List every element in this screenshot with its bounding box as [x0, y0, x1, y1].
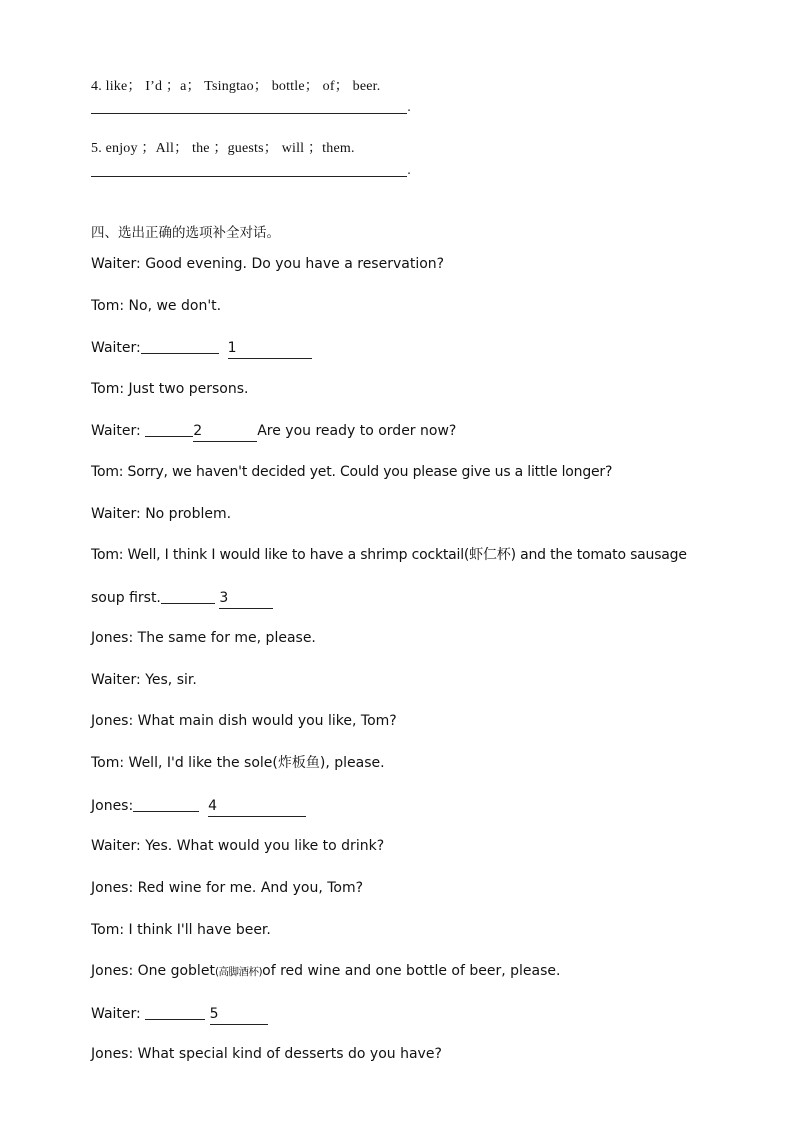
dialogue-line-blank-1: [91, 337, 312, 359]
dialogue-line: Jones: What special kind of desserts do you have?: [91, 1046, 442, 1062]
dialogue-text: Jones: One goblet: [91, 963, 215, 979]
blank-underline: [141, 337, 219, 354]
dialogue-line: Tom: Just two persons.: [91, 381, 249, 397]
dialogue-line: Waiter: No problem.: [91, 506, 232, 522]
answer-line-period: .: [407, 100, 411, 114]
dialogue-line: Jones: The same for me, please.: [91, 630, 316, 646]
blank-number: 2: [193, 421, 257, 442]
dialogue-line: Waiter: Yes. What would you like to drink?: [91, 838, 385, 854]
dialogue-line: Waiter: Yes, sir.: [91, 672, 197, 688]
dialogue-line-blank-4: [91, 795, 306, 817]
dialogue-text: Are you ready to order now?: [257, 423, 457, 439]
blank-number: 5: [210, 1004, 268, 1025]
dialogue-line: Jones: What main dish would you like, Tom?: [91, 713, 397, 729]
dialogue-line: Tom: Well, I think I would like to have a shrimp cocktail(虾仁杯) and the tomato sausage: [91, 547, 687, 563]
chinese-gloss: (高脚酒杯): [214, 966, 263, 978]
dialogue-line: [91, 961, 560, 982]
blank-number: 1: [228, 338, 312, 359]
answer-line-period: .: [407, 163, 411, 177]
blank-number: 4: [208, 796, 306, 817]
blank-number: 3: [219, 588, 273, 609]
blank-underline: [145, 1003, 205, 1020]
dialogue-text: soup first.: [91, 590, 161, 606]
blank-underline: [133, 795, 199, 812]
speaker-label: Waiter:: [91, 340, 141, 356]
dialogue-line-blank-3: [91, 587, 273, 609]
question-4-words: 4. like； I’d ；a； Tsingtao； bottle； of； beer.: [91, 79, 381, 94]
section-heading: 四、选出正确的选项补全对话。: [91, 225, 280, 241]
dialogue-line-blank-2: [91, 420, 456, 442]
dialogue-line: Tom: Sorry, we haven't decided yet. Could you please give us a little longer?: [91, 464, 613, 480]
blank-underline: [145, 420, 193, 437]
dialogue-line: Jones: Red wine for me. And you, Tom?: [91, 880, 364, 896]
dialogue-line: Tom: I think I'll have beer.: [91, 922, 271, 938]
dialogue-text: of red wine and one bottle of beer, please.: [262, 963, 561, 979]
answer-line-5: [91, 163, 411, 177]
dialogue-line-blank-5: [91, 1003, 268, 1025]
dialogue-line: Tom: No, we don't.: [91, 298, 222, 314]
answer-line-4: [91, 100, 411, 114]
speaker-label: Jones:: [91, 798, 134, 814]
speaker-label: Waiter:: [91, 423, 146, 439]
dialogue-line: Waiter: Good evening. Do you have a reservation?: [91, 256, 445, 272]
dialogue-line: Tom: Well, I'd like the sole(炸板鱼), please.: [91, 755, 385, 771]
blank-underline: [161, 587, 215, 604]
question-5-words: 5. enjoy ；All； the ；guests； will ；them.: [91, 141, 355, 156]
speaker-label: Waiter:: [91, 1006, 146, 1022]
